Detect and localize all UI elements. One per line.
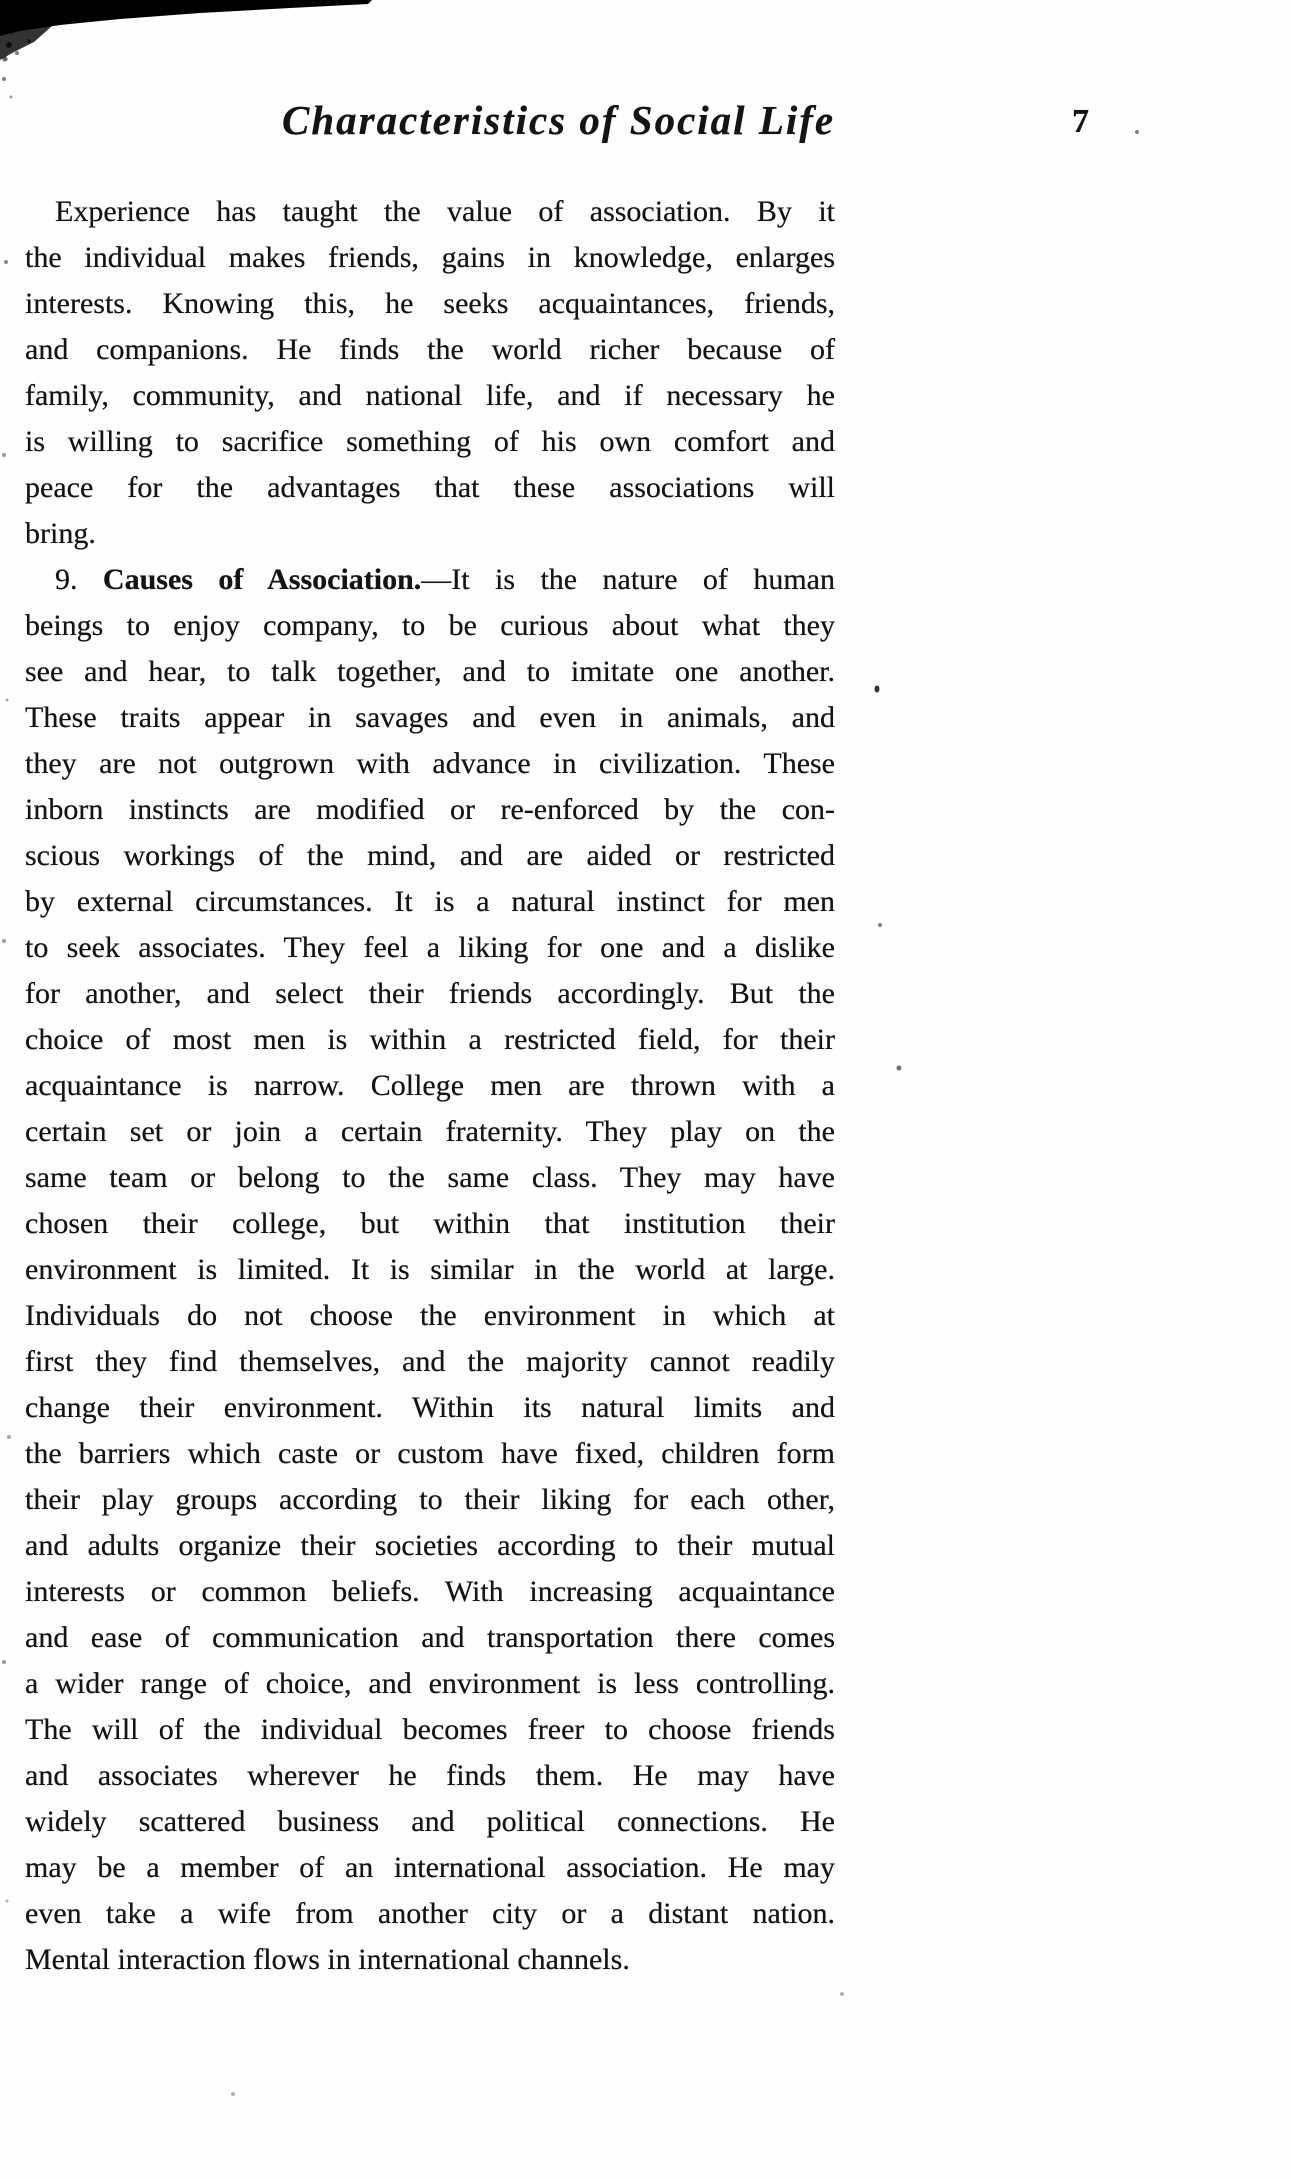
scan-speck <box>840 1992 844 1996</box>
text-line: is willing to sacrifice something of his own comfort and <box>25 425 835 458</box>
text-line: and adults organize their societies according to their mutual <box>25 1529 835 1562</box>
scan-speck <box>2 939 6 943</box>
text-line: change their environment. Within its natural limits and <box>25 1391 835 1424</box>
scan-speck <box>27 39 31 43</box>
text-line: Experience has taught the value of association. By it <box>55 195 835 228</box>
text-line: These traits appear in savages and even in animals, and <box>25 701 835 734</box>
text-line: interests. Knowing this, he seeks acquaintances, friends, <box>25 287 835 320</box>
text-line: interests or common beliefs. With increasing acquaintance <box>25 1575 835 1608</box>
text-line: by external circumstances. It is a natural instinct for men <box>25 885 835 918</box>
scan-speck <box>3 57 8 62</box>
scan-speck <box>10 96 13 99</box>
section-number: 9. <box>55 563 78 596</box>
section-heading: Causes of Association. <box>102 563 422 596</box>
page-number: 7 <box>1072 103 1089 140</box>
text-line: the individual makes friends, gains in knowledge, enlarges <box>25 241 835 274</box>
scan-speck <box>2 453 6 457</box>
scan-speck <box>6 1900 9 1903</box>
scan-smudge-top-left <box>0 0 372 36</box>
text-line: acquaintance is narrow. College men are thrown with a <box>25 1069 835 1102</box>
scan-speck <box>6 699 9 702</box>
text-line: choice of most men is within a restricted field, for their <box>25 1023 835 1056</box>
scan-speck <box>15 51 19 55</box>
text-line: scious workings of the mind, and are aided or restricted <box>25 839 835 872</box>
page-body-text <box>25 189 835 1983</box>
scan-speck <box>1135 130 1139 134</box>
text-line: inborn instincts are modified or re-enforced by the con- <box>25 793 835 826</box>
text-line: same team or belong to the same class. They may have <box>25 1161 835 1194</box>
scan-speck <box>4 260 8 264</box>
paragraph-causes-of-association <box>25 557 835 1983</box>
text-line: beings to enjoy company, to be curious about what they <box>25 609 835 642</box>
text-line: and associates wherever he finds them. He may have <box>25 1759 835 1792</box>
paragraph-experience <box>25 189 835 557</box>
text-line: their play groups according to their liking for each other, <box>25 1483 835 1516</box>
scan-speck <box>231 2092 235 2096</box>
scan-smudge-fade <box>0 26 52 60</box>
text-line-section-lead <box>25 557 835 603</box>
text-line: and companions. He finds the world richer because of <box>25 333 835 366</box>
scan-speck <box>2 77 6 81</box>
text-line: Individuals do not choose the environment in which at <box>25 1299 835 1332</box>
text-line: may be a member of an international association. He may <box>25 1851 835 1884</box>
scan-speck <box>6 42 12 48</box>
text-line: peace for the advantages that these associations will <box>25 471 835 504</box>
text-line: chosen their college, but within that institution their <box>25 1207 835 1240</box>
text-line: The will of the individual becomes freer to choose friends <box>25 1713 835 1746</box>
text-line: environment is limited. It is similar in the world at large. <box>25 1253 835 1286</box>
text-line: even take a wife from another city or a distant nation. <box>25 1897 835 1930</box>
scan-speck <box>878 923 882 927</box>
running-header-title: Characteristics of Social Life <box>282 97 836 143</box>
text-line: certain set or join a certain fraternity. They play on the <box>25 1115 835 1148</box>
text-line: and ease of communication and transportation there comes <box>25 1621 835 1654</box>
section-lead-text: —It is the nature of human <box>421 563 835 596</box>
text-line: first they find themselves, and the majority cannot readily <box>25 1345 835 1378</box>
scan-speck <box>897 1066 902 1071</box>
scan-speck <box>7 1435 11 1439</box>
text-line: for another, and select their friends accordingly. But the <box>25 977 835 1010</box>
text-line: see and hear, to talk together, and to imitate one another. <box>25 655 835 688</box>
text-line: widely scattered business and political connections. He <box>25 1805 835 1838</box>
text-line: Mental interaction flows in international channels. <box>25 1943 630 1976</box>
scan-speck <box>875 686 880 693</box>
text-line: a wider range of choice, and environment is less controlling. <box>25 1667 835 1700</box>
scan-speck <box>2 1660 6 1664</box>
text-line: bring. <box>25 517 96 550</box>
text-line: to seek associates. They feel a liking for one and a dislike <box>25 931 835 964</box>
text-line: the barriers which caste or custom have fixed, children form <box>25 1437 835 1470</box>
text-line: they are not outgrown with advance in civilization. These <box>25 747 835 780</box>
text-line: family, community, and national life, and if necessary he <box>25 379 835 412</box>
